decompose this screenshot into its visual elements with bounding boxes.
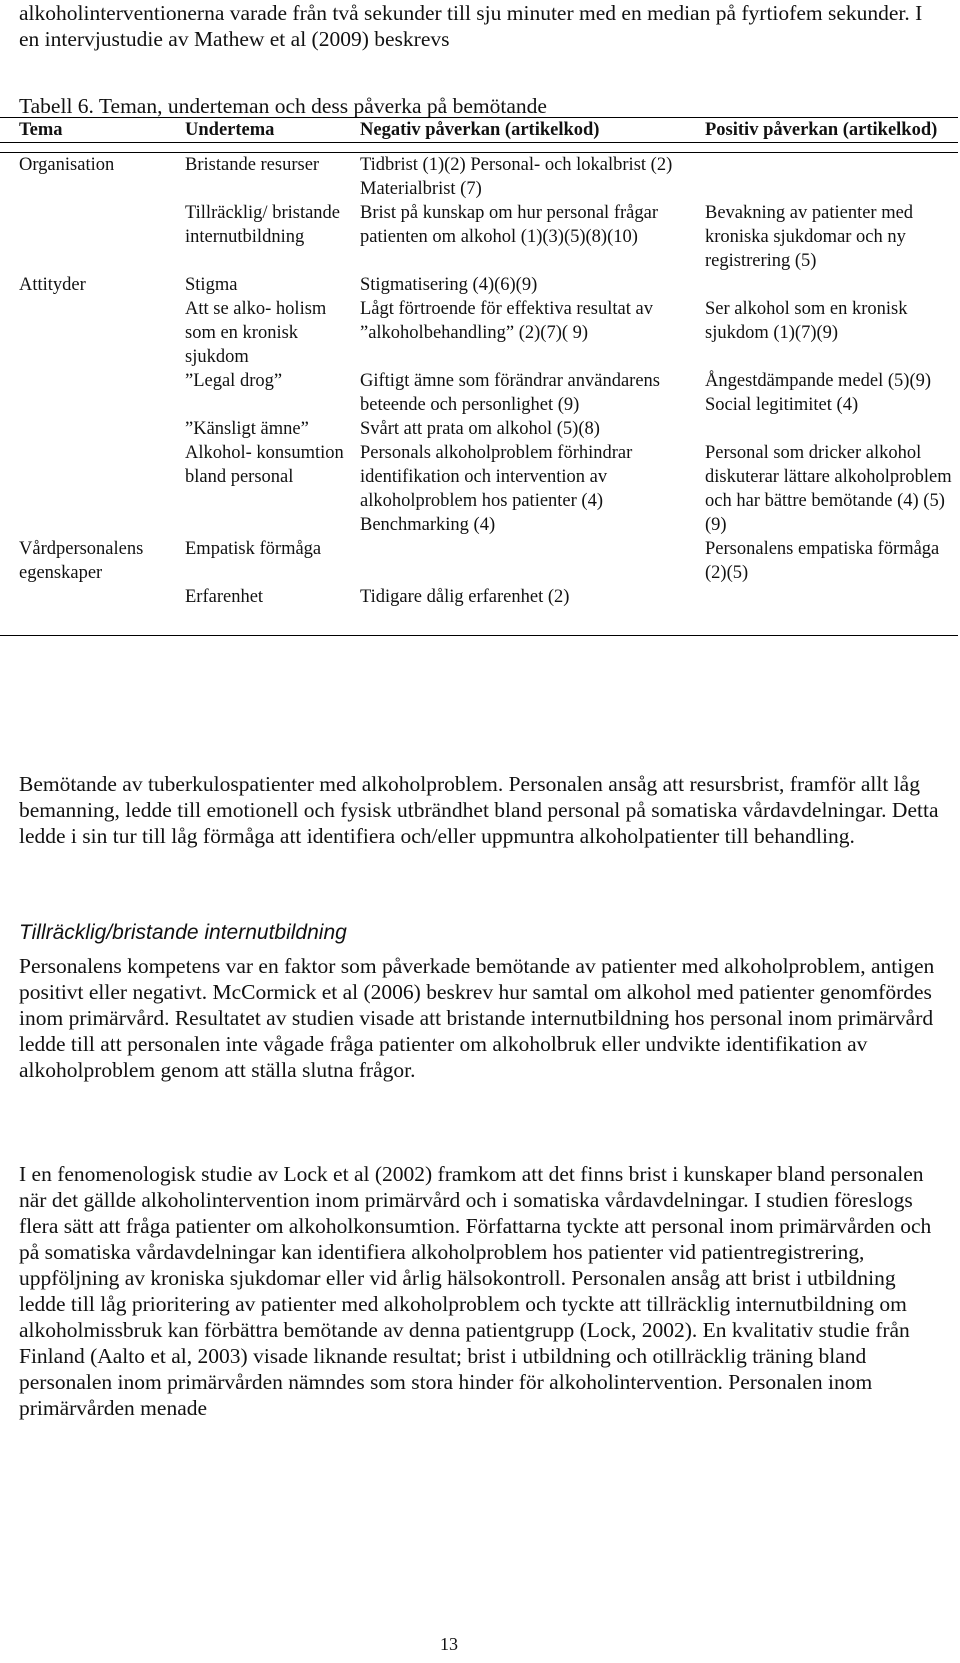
cell-negativ: Stigmatisering (4)(6)(9) bbox=[360, 275, 538, 295]
table-row bbox=[0, 369, 958, 417]
cell-positiv: Ser alkohol som en kronisk sjukdom (1)(7)(9) bbox=[705, 299, 908, 343]
themes-table bbox=[0, 117, 958, 636]
cell-undertema: ”Känsligt ämne” bbox=[185, 419, 309, 439]
cell-negativ bbox=[360, 537, 705, 585]
table-row bbox=[0, 417, 958, 441]
cell-positiv bbox=[705, 273, 958, 297]
table-row bbox=[0, 585, 958, 636]
cell-negativ: Svårt att prata om alkohol (5)(8) bbox=[360, 419, 600, 439]
cell-tema bbox=[0, 585, 185, 636]
cell-tema bbox=[0, 297, 185, 369]
table-row bbox=[0, 153, 958, 202]
table-row bbox=[0, 201, 958, 273]
cell-undertema: Att se alko- holism som en kronisk sjukdom bbox=[185, 299, 327, 367]
cell-undertema: Empatisk förmåga bbox=[185, 539, 322, 559]
table-row bbox=[0, 441, 958, 537]
cell-positiv: Ångestdämpande medel (5)(9) Social legitimitet (4) bbox=[705, 371, 932, 415]
cell-tema bbox=[0, 417, 185, 441]
cell-undertema: Bristande resurser bbox=[185, 155, 320, 175]
cell-negativ: Tidigare dålig erfarenhet (2) bbox=[360, 585, 705, 636]
section-heading: Tillräcklig/bristande internutbildning bbox=[19, 921, 347, 944]
paragraph-tuberculosis: Bemötande av tuberkulospatienter med alkoholproblem. Personalen ansåg att resursbrist, framför allt låg bemanning, ledde till emotionell och fysisk utbrändhet bland personal på somatiska vårdavdelningar. Detta ledde i sin tur till låg förmåga att identifiera och/eller uppmuntra alkoholpatienter till behandling. bbox=[19, 772, 939, 848]
paragraph-lock-study: I en fenomenologisk studie av Lock et al (2002) framkom att det finns brist i kunskaper bland personalen när det gällde alkoholintervention inom primärvård och i somatiska vårdavdelningar. I studien föreslogs flera sätt att fråga patienter om alkoholkonsumtion. Författarna tyckte att personal inom primärvården och på somatiska vårdavdelningar kan identifiera alkoholproblem hos patienter vid patientregistrering, uppföljning av kroniska sjukdomar eller vid årlig hälsokontroll. Personalen ansåg att brist i utbildning ledde till låg prioritering av patienter med alkoholproblem och tyckte att tillräcklig internutbildning om alkoholmissbruk kan förbättra bemötande av denna patientgrupp (Lock, 2002). En kvalitativ studie från Finland (Aalto et al, 2003) visade liknande resultat; brist i utbildning och otillräcklig träning bland personalen inom primärvården nämndes som stora hinder för alkoholintervention. Personalen inom primärvården menade bbox=[19, 1162, 932, 1420]
header-tema: Tema bbox=[19, 120, 63, 140]
cell-tema bbox=[0, 201, 185, 273]
cell-negativ: Brist på kunskap om hur personal frågar patienten om alkohol (1)(3)(5)(8)(10) bbox=[360, 203, 658, 247]
cell-tema: Attityder bbox=[19, 275, 86, 295]
cell-positiv bbox=[705, 417, 958, 441]
page-number: 13 bbox=[440, 1634, 458, 1654]
cell-tema bbox=[0, 441, 185, 537]
cell-undertema: Alkohol- konsumtion bland personal bbox=[185, 443, 344, 487]
cell-tema: Vårdpersonalens egenskaper bbox=[19, 539, 144, 583]
table-row bbox=[0, 297, 958, 369]
cell-positiv bbox=[705, 585, 958, 636]
header-negativ: Negativ påverkan (artikelkod) bbox=[360, 120, 600, 140]
table-row bbox=[0, 273, 958, 297]
header-positiv: Positiv påverkan (artikelkod) bbox=[705, 120, 938, 140]
cell-undertema: Tillräcklig/ bristande internutbildning bbox=[185, 203, 341, 247]
paragraph-competence: Personalens kompetens var en faktor som påverkade bemötande av patienter med alkoholproblem, antigen positivt eller negativt. McCormick et al (2006) beskrev hur samtal om alkohol med patienter genomfördes inom primärvård. Resultatet av studien visade att bristande internutbildning hos personal inom primärvård ledde till att personalen inte vågade fråga patienter om alkoholbruk eller undvikte identifikation av alkoholproblem genom att ställa slutna frågor. bbox=[19, 954, 935, 1082]
cell-negativ: Lågt förtroende för effektiva resultat av ”alkoholbehandling” (2)(7)( 9) bbox=[360, 299, 653, 343]
cell-positiv: Personalens empatiska förmåga (2)(5) bbox=[705, 539, 940, 583]
cell-tema bbox=[0, 369, 185, 417]
cell-positiv bbox=[705, 153, 958, 202]
cell-positiv: Bevakning av patienter med kroniska sjukdomar och ny registrering (5) bbox=[705, 203, 914, 271]
cell-positiv: Personal som dricker alkohol diskuterar lättare alkoholproblem och har bättre bemötande (4) (5)(9) bbox=[705, 443, 952, 535]
header-undertema: Undertema bbox=[185, 120, 275, 140]
cell-undertema: ”Legal drog” bbox=[185, 371, 283, 391]
cell-negativ: Giftigt ämne som förändrar användarens beteende och personlighet (9) bbox=[360, 371, 661, 415]
table-header-row bbox=[0, 118, 958, 143]
cell-tema: Organisation bbox=[19, 155, 115, 175]
cell-undertema: Stigma bbox=[185, 275, 238, 295]
cell-undertema: Erfarenhet bbox=[185, 585, 360, 636]
table-caption: Tabell 6. Teman, underteman och dess påverka på bemötande bbox=[19, 94, 547, 118]
cell-negativ: Tidbrist (1)(2) Personal- och lokalbrist (2) Materialbrist (7) bbox=[360, 155, 673, 199]
table-row bbox=[0, 537, 958, 585]
cell-negativ: Personals alkoholproblem förhindrar identifikation och intervention av alkoholproblem hos patienter (4) Benchmarking (4) bbox=[360, 443, 633, 535]
intro-paragraph: alkoholinterventionerna varade från två sekunder till sju minuter med en median på fyrtiofem sekunder. I en intervjustudie av Mathew et al (2009) beskrevs bbox=[19, 1, 923, 51]
